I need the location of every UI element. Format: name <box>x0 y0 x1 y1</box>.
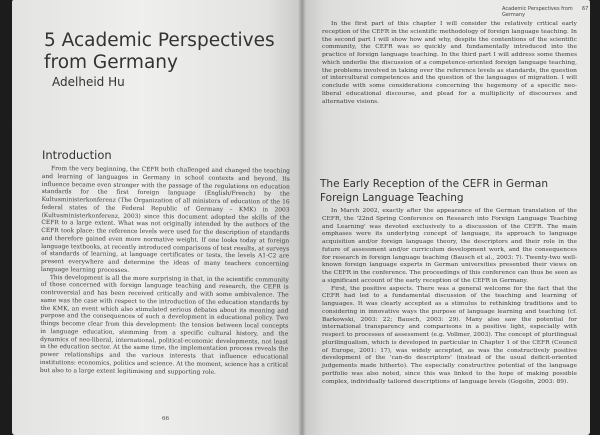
author-name: Adelheid Hu <box>52 75 125 89</box>
left-body-text <box>40 166 290 378</box>
right-intro-text <box>322 21 577 106</box>
paragraph: First, the positive aspects. There was a general welcome for the fact that the CEFR had led to a fundamental discussion of the teaching and learning of languages. It was clearly accepted as a stimulus to rethinking traditions and to considering in innovative ways the purpose of language learning and teaching (cf. Barkowski, 2003: 22; Bausch, 2003: 29). Many also saw the potential for international transparency and comparisons in a positive light, especially with respect to processes of assessment (e.g. Vollmer, 2003). The concept of plurilingual plurilingualism, which is developed in particular in Chapter 1 of the CEFR (Council of Europe, 2001: 17), was widely accepted, as was the constructively positive development of the 'can-do descriptors' (instead of the usual deficit-oriented judgements made hitherto). The especially constructive potential of the language portfolio was also noted, since this was linked to the hope of making possible complex, individually tailored descriptions of language levels (Gogolin, 2003: 89). <box>322 285 577 385</box>
paragraph: In March 2002, exactly after the appearance of the German translation of the CEFR, the '22nd Spring Conference on Research into Foreign Language Teaching and Learning' was devoted exclusively to a discussion of the CEFR. The main emphases were its underlying concept of language, its approach to language acquisition and/or foreign language theory, the descriptors and their role in the future of assessment and/or curriculum development work, and the consequences for research in foreign language teaching (Bausch et al., 2003: 7). Twenty-two well-known foreign language experts in German universities presented their views on the CEFR in the conference. The proceedings of this conference can thus be seen as a significant account of the early reception of the CEFR in Germany. <box>322 208 577 284</box>
paragraph: This development is all the more surprising in that, in the scientific community of those concerned with foreign language teaching and research, the CEFR is controversial and has been received critically and with some ambivalence. The same was the case with respect to the introduction of the education standards by the KMK, an event which also stimulated serious debates about its meaning and purpose and the consequences of such a development in educational policy. Two things become clear from this development: the tension between local concepts in language education, stemming from a specific cultural history, and the dynamics of neo-liberal, international, political-economic developments, not least in the education sector. At the same time, the implementation process reveals the power relationships and the various interests that influence educational institutions: economics, politics and science. At the moment, science has a critical but also to a large extent legitimising and supporting role. <box>39 274 289 376</box>
page-number: 67 <box>582 6 589 12</box>
paragraph: In the first part of this chapter I will consider the relatively critical early reception of the CEFR in the scientific methodology of foreign language teaching. In the second part I will show how and why, despite the contentions of the scientific community, the CEFR was so quickly and fundamentally introduced into the practice of foreign language teaching. In the third part I will address some themes which underlie the discussion of a competence-oriented foreign language teaching, the problems involved in taking over the reference levels as standards, the question of intercultural competences and the question of the languages of migration. I will conclude with some considerations concerning the hegemony of a specific neo-liberal educational discourse, and plead for a multiplicity of discourses and alternative visions. <box>322 21 577 105</box>
paragraph: From the very beginning, the CEFR both challenged and changed the teaching and learning of languages in Germany in school contexts and beyond. Its influence became even stronger with the passage of the regulations on education standards for the first foreign language (English/French) by the Kultusministerkonferenz (The Organization of all ministers of education of the 16 federal states of the Federal Republic of Germany – KMK) in 2003 (Kultusministerkonferenz, 2003) since this document adopted the skills of the CEFR to a large extent. What was not originally intended by the authors of the CEFR took place: the reference levels were used for the description of standards and therefore gained even more normative weight. If one looks today at foreign language textbooks, at recently introduced comparisons of test results, at surveys of standards of learning, at language certificates or tests, the levels A1-C2 are present everywhere and determine the ideas of many teachers concerning language learning processes. <box>40 166 290 274</box>
chapter-title: 5 Academic Perspectives from Germany <box>44 30 275 73</box>
left-page <box>12 0 302 435</box>
book-gutter <box>298 0 306 435</box>
page-number: 66 <box>162 416 169 422</box>
right-page <box>302 0 590 435</box>
section-heading-introduction: Introduction <box>42 148 112 162</box>
section-heading-early-reception: The Early Reception of the CEFR in German Foreign Language Teaching <box>320 178 548 204</box>
running-head: Academic Perspectives from Germany <box>502 6 573 18</box>
right-body-text <box>322 208 577 386</box>
